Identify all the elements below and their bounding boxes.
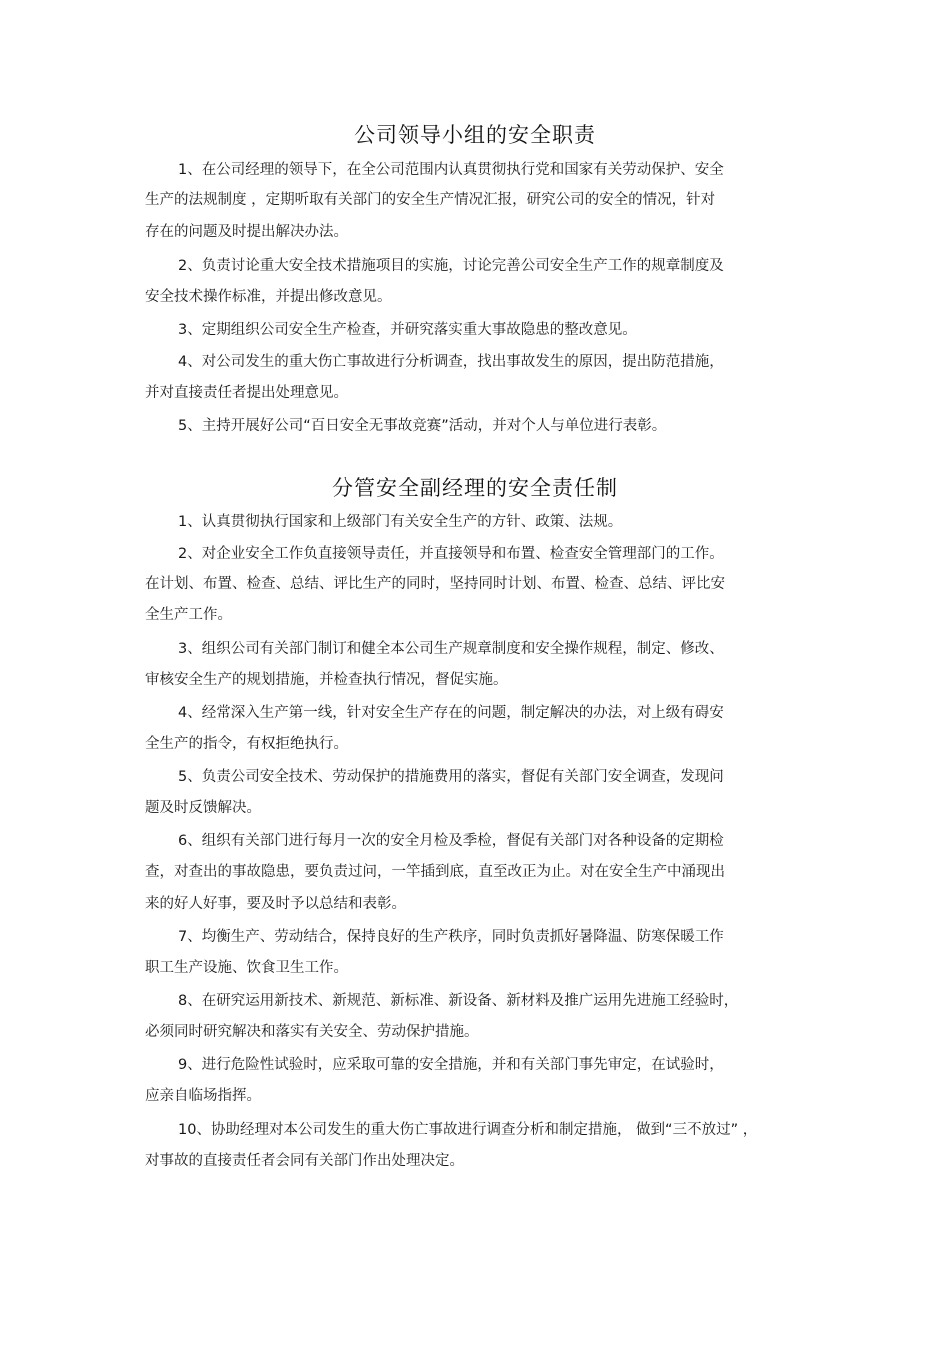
paragraph-line: 职工生产设施、饮食卫生工作。	[145, 960, 348, 976]
paragraph-line: 10、协助经理对本公司发生的重大伤亡事故进行调查分析和制定措施， 做到“三不放过” ，	[178, 1122, 758, 1138]
paragraph-line: 来的好人好事，要及时予以总结和表彰。	[145, 896, 406, 912]
paragraph-line: 3、组织公司有关部门制订和健全本公司生产规章制度和安全操作规程，制定、修改、	[178, 641, 724, 657]
paragraph-line: 题及时反馈解决。	[145, 800, 261, 816]
paragraph-line: 应亲自临场指挥。	[145, 1088, 261, 1104]
paragraph-line: 对事故的直接责任者会同有关部门作出处理决定。	[145, 1153, 464, 1169]
paragraph-line: 1、在公司经理的领导下，在全公司范围内认真贯彻执行党和国家有关劳动保护、安全	[178, 162, 724, 178]
paragraph-line: 审核安全生产的规划措施，并检查执行情况，督促实施。	[145, 672, 508, 688]
paragraph-line: 1、认真贯彻执行国家和上级部门有关安全生产的方针、政策、法规。	[178, 514, 623, 530]
paragraph-line: 必须同时研究解决和落实有关安全、劳动保护措施。	[145, 1024, 479, 1040]
paragraph-line: 2、负责讨论重大安全技术措施项目的实施，讨论完善公司安全生产工作的规章制度及	[178, 258, 724, 274]
section-title-deputy-manager: 分管安全副经理的安全责任制	[332, 476, 618, 500]
paragraph-line: 4、经常深入生产第一线，针对安全生产存在的问题，制定解决的办法，对上级有碍安	[178, 705, 724, 721]
paragraph-line: 全生产的指令，有权拒绝执行。	[145, 736, 348, 752]
paragraph-line: 安全技术操作标准，并提出修改意见。	[145, 289, 392, 305]
paragraph-line: 6、组织有关部门进行每月一次的安全月检及季检，督促有关部门对各种设备的定期检	[178, 833, 724, 849]
paragraph-line: 4、对公司发生的重大伤亡事故进行分析调查，找出事故发生的原因，提出防范措施，	[178, 354, 724, 370]
paragraph-line: 在计划、布置、检查、总结、评比生产的同时，坚持同时计划、布置、检查、总结、评比安	[145, 576, 725, 592]
paragraph-line: 5、主持开展好公司“百日安全无事故竞赛”活动，并对个人与单位进行表彰。	[178, 418, 667, 434]
paragraph-line: 8、在研究运用新技术、新规范、新标准、新设备、新材料及推广运用先进施工经验时，	[178, 993, 739, 1009]
paragraph-line: 3、定期组织公司安全生产检查，并研究落实重大事故隐患的整改意见。	[178, 322, 637, 338]
paragraph-line: 9、进行危险性试验时，应采取可靠的安全措施，并和有关部门事先审定，在试验时，	[178, 1057, 724, 1073]
paragraph-line: 全生产工作。	[145, 607, 232, 623]
section-title-leadership-group: 公司领导小组的安全职责	[354, 123, 596, 147]
paragraph-line: 生产的法规制度 ，定期听取有关部门的安全生产情况汇报，研究公司的安全的情况，针对	[145, 192, 716, 208]
paragraph-line: 并对直接责任者提出处理意见。	[145, 385, 348, 401]
paragraph-line: 查，对查出的事故隐患，要负责过问，一竿插到底，直至改正为止。对在安全生产中涌现出	[145, 864, 725, 880]
paragraph-line: 2、对企业安全工作负直接领导责任，并直接领导和布置、检查安全管理部门的工作。	[178, 546, 724, 562]
paragraph-line: 5、负责公司安全技术、劳动保护的措施费用的落实，督促有关部门安全调查，发现问	[178, 769, 724, 785]
paragraph-line: 存在的问题及时提出解决办法。	[145, 224, 348, 240]
paragraph-line: 7、均衡生产、劳动结合，保持良好的生产秩序，同时负责抓好暑降温、防寒保暖工作	[178, 929, 724, 945]
